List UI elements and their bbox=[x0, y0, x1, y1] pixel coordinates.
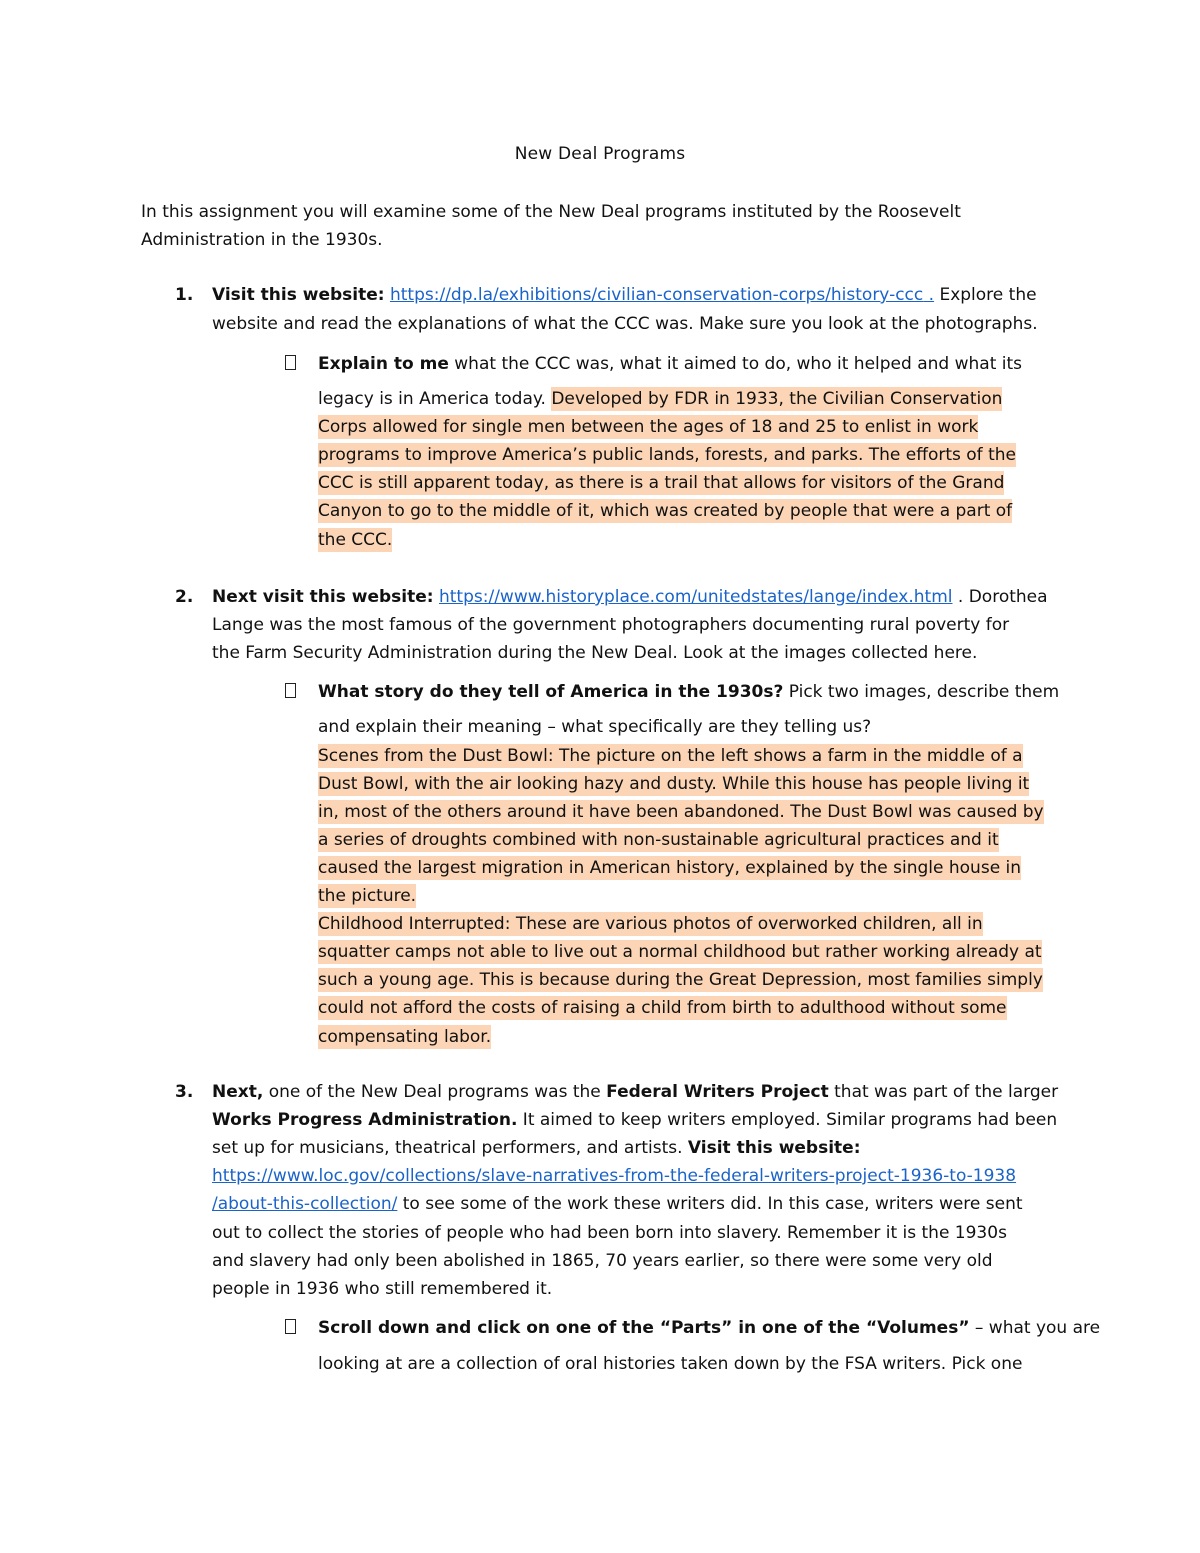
item-1-lead: Visit this website: bbox=[212, 285, 385, 305]
item-2-prompt-line-2: and explain their meaning – what specifically are they telling us? bbox=[318, 717, 872, 737]
item-2-answer-line: compensating labor. bbox=[318, 1027, 492, 1047]
checkbox-bullet-icon bbox=[285, 683, 296, 698]
item-1-answer-line: Developed by FDR in 1933, the Civilian Conservation bbox=[551, 389, 1003, 409]
checkbox-bullet-icon bbox=[285, 355, 296, 370]
loc-website-link-line-1[interactable] bbox=[212, 1164, 1016, 1188]
item-3-prompt-lead: Scroll down and click on one of the “Parts” in one of the “Volumes” bbox=[318, 1318, 970, 1338]
item-1-prompt-line-2 bbox=[318, 387, 1002, 411]
item-2-after-link: . Dorothea bbox=[952, 587, 1048, 607]
loc-website-link[interactable]: https://www.loc.gov/collections/slave-narratives-from-the-federal-writers-project-1936-to-1938 bbox=[212, 1166, 1017, 1186]
item-1-number: 1. bbox=[175, 285, 194, 305]
item-3-prompt-line-2: looking at are a collection of oral histories taken down by the FSA writers. Pick one bbox=[318, 1354, 1023, 1374]
item-2-answer-line: caused the largest migration in American history, explained by the single house in bbox=[318, 858, 1022, 878]
item-3-line-3: set up for musicians, theatrical performers, and artists. Visit this website: bbox=[212, 1138, 861, 1158]
item-3-number: 3. bbox=[175, 1082, 194, 1102]
item-1-after-link: Explore the bbox=[934, 285, 1037, 305]
item-3-prompt-line-1 bbox=[318, 1316, 1100, 1340]
item-1-prompt-line-1 bbox=[318, 352, 1022, 376]
item-1-answer-line: Corps allowed for single men between the ages of 18 and 25 to enlist in work bbox=[318, 417, 979, 437]
page-title: New Deal Programs bbox=[514, 144, 686, 164]
item-1-answer-line: Canyon to go to the middle of it, which was created by people that were a part of bbox=[318, 501, 1013, 521]
item-1-prompt-line-2-text: legacy is in America today. bbox=[318, 389, 552, 409]
item-2-answer-line: Childhood Interrupted: These are various photos of overworked children, all in bbox=[318, 914, 983, 934]
lange-website-link[interactable]: https://www.historyplace.com/unitedstates/lange/index.html bbox=[438, 587, 953, 607]
item-1-answer-line: CCC is still apparent today, as there is a trail that allows for visitors of the Grand bbox=[318, 473, 1005, 493]
intro-line-1: In this assignment you will examine some of the New Deal programs instituted by the Roosevelt bbox=[141, 202, 961, 222]
item-1-prompt-lead: Explain to me bbox=[318, 354, 449, 374]
item-1-answer-line: the CCC. bbox=[318, 530, 393, 550]
item-2-answer-line: in, most of the others around it have been abandoned. The Dust Bowl was caused by bbox=[318, 802, 1044, 822]
item-2-answer-line: a series of droughts combined with non-sustainable agricultural practices and it bbox=[318, 830, 999, 850]
loc-website-link-continued[interactable]: /about-this-collection/ bbox=[212, 1194, 398, 1214]
item-2-answer-line: the picture. bbox=[318, 886, 417, 906]
item-2-answer-line: could not afford the costs of raising a child from birth to adulthood without some bbox=[318, 998, 1007, 1018]
item-1-answer-line: programs to improve America’s public lands, forests, and parks. The efforts of the bbox=[318, 445, 1016, 465]
item-3-line-8: people in 1936 who still remembered it. bbox=[212, 1279, 553, 1299]
item-3-line-7: and slavery had only been abolished in 1865, 70 years earlier, so there were some very old bbox=[212, 1251, 993, 1271]
item-1-line-2: website and read the explanations of what the CCC was. Make sure you look at the photographs. bbox=[212, 314, 1038, 334]
item-2-prompt-line-1 bbox=[318, 680, 1059, 704]
checkbox-bullet-icon bbox=[285, 1319, 296, 1334]
item-3-line-2: Works Progress Administration. It aimed to keep writers employed. Similar programs had been bbox=[212, 1110, 1058, 1130]
item-2-lead: Next visit this website: bbox=[212, 587, 434, 607]
item-1-line-1 bbox=[212, 283, 1037, 307]
item-2-number: 2. bbox=[175, 587, 194, 607]
item-2-line-2: Lange was the most famous of the government photographers documenting rural poverty for bbox=[212, 615, 1010, 635]
item-3-line-1: Next, one of the New Deal programs was the Federal Writers Project that was part of the larger bbox=[212, 1082, 1059, 1102]
intro-line-2: Administration in the 1930s. bbox=[141, 230, 383, 250]
item-1-prompt-rest: what the CCC was, what it aimed to do, who it helped and what its bbox=[448, 354, 1023, 374]
item-2-line-1 bbox=[212, 585, 1048, 609]
item-2-answer-line: such a young age. This is because during the Great Depression, most families simply bbox=[318, 970, 1043, 990]
item-2-line-3: the Farm Security Administration during the New Deal. Look at the images collected here. bbox=[212, 643, 978, 663]
ccc-website-link[interactable]: https://dp.la/exhibitions/civilian-conservation-corps/history-ccc . bbox=[389, 285, 935, 305]
item-2-prompt-rest: Pick two images, describe them bbox=[783, 682, 1060, 702]
item-2-answer-line: Scenes from the Dust Bowl: The picture on the left shows a farm in the middle of a bbox=[318, 746, 1023, 766]
item-3-line-5: /about-this-collection/ to see some of the work these writers did. In this case, writers were sent bbox=[212, 1194, 1023, 1214]
item-3-prompt-rest: – what you are bbox=[969, 1318, 1101, 1338]
item-2-answer-line: Dust Bowl, with the air looking hazy and dusty. While this house has people living it bbox=[318, 774, 1030, 794]
item-2-answer-line: squatter camps not able to live out a normal childhood but rather working already at bbox=[318, 942, 1042, 962]
item-2-prompt-lead: What story do they tell of America in the 1930s? bbox=[318, 682, 784, 702]
item-3-line-6: out to collect the stories of people who had been born into slavery. Remember it is the 1930s bbox=[212, 1223, 1007, 1243]
